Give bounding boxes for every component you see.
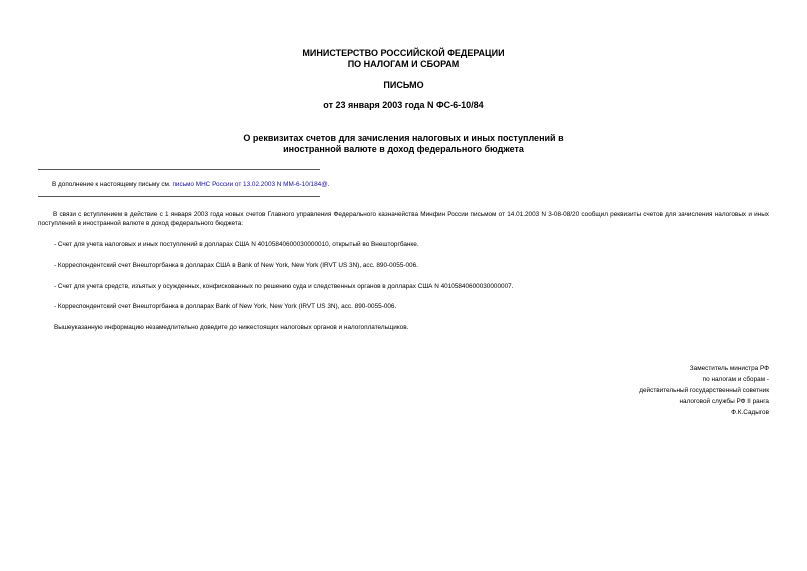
document-subject [0, 133, 807, 155]
ministry-title-line2: ПО НАЛОГАМ И СБОРАМ [347, 59, 460, 69]
reference-note [52, 180, 329, 189]
signature-position-line: действительный государственный советник [639, 387, 769, 394]
signature-position-line: налоговой службы РФ II ранга [679, 398, 769, 405]
signature-position-line: по налогам и сборам - [702, 376, 769, 383]
ministry-title [0, 48, 807, 70]
document-type: ПИСЬМО [383, 80, 424, 90]
account-list-item: - Счет для учета налоговых и иных поступлений в долларах США N 40105840600030000010, открытый во Внешторгбанке. [54, 241, 419, 248]
document-subject-line1: О реквизитах счетов для зачисления налоговых и иных поступлений в [243, 133, 564, 143]
ministry-title-line1: МИНИСТЕРСТВО РОССИЙСКОЙ ФЕДЕРАЦИИ [302, 48, 505, 58]
signature-position-line: Заместитель министра РФ [689, 365, 769, 372]
account-list-item: - Счет для учета средств, изъятых у осужденных, конфискованных по решению суда и следственных органов в долларах США N 40105840600030000007. [54, 283, 514, 290]
divider-top [38, 169, 320, 170]
reference-note-prefix: В дополнение к настоящему письму см. [52, 181, 173, 188]
account-list-item: - Корреспондентский счет Внешторгбанка в долларах Bank of New York, New York (IRVT US 3N), асс. 890-0055-006. [54, 303, 397, 310]
document-subject-line2: иностранной валюте в доход федерального бюджета [283, 144, 524, 154]
reference-note-suffix: . [327, 181, 330, 188]
divider-bottom [38, 196, 320, 197]
body-paragraph-intro: В связи с вступлением в действие с 1 января 2003 года новых счетов Главного управления Федерального казначейства Минфин России письмом от 14.01.2003 N 3-08-08/20 сообщил реквизиты счетов для зачисления налоговых и иных поступлений в иностранной валюте в доход федерального бюджета: [38, 211, 769, 227]
signatory-name: Ф.К.Садыгов [731, 409, 769, 416]
reference-letter-link[interactable]: письмо МНС России от 13.02.2003 N ММ-6-10/184@ [172, 181, 328, 188]
account-list-item: - Корреспондентский счет Внешторгбанка в долларах США в Bank of New York, New York (IRVT US 3N), асс. 890-0055-006. [54, 262, 418, 269]
document-date-number: от 23 января 2003 года N ФС-6-10/84 [323, 100, 484, 110]
body-paragraph-closing: Вышеуказанную информацию незамедлительно доведите до нижестоящих налоговых органов и налогоплательщиков. [54, 324, 409, 331]
